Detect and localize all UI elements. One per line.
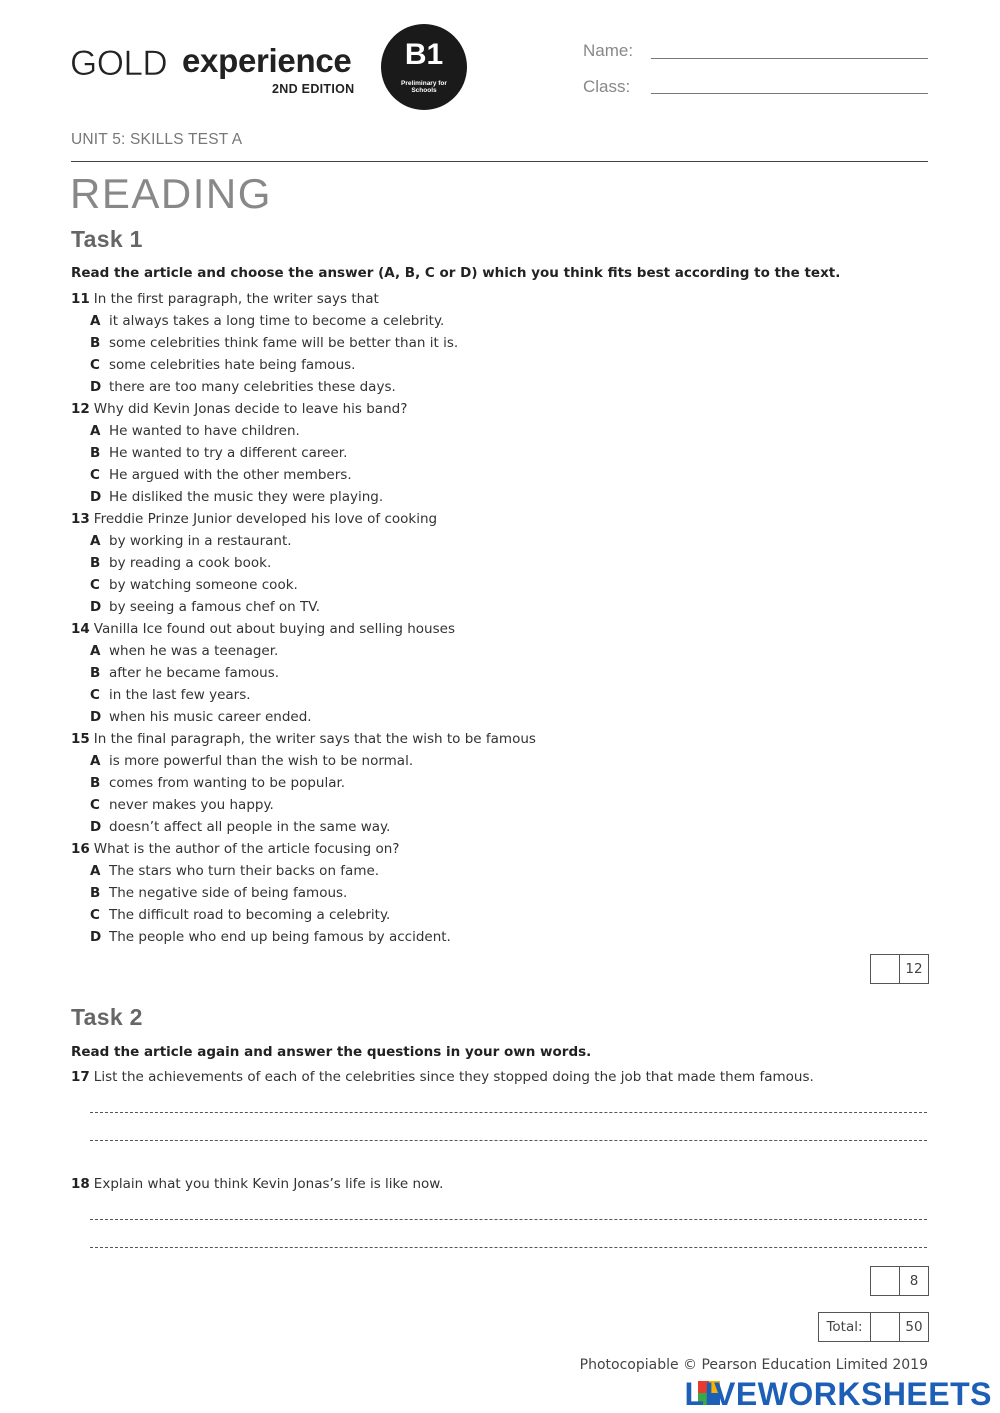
option-14-b[interactable] [90,665,279,681]
option-letter: B [90,555,101,571]
option-14-c[interactable] [90,687,251,703]
option-text: The stars who turn their backs on fame. [109,863,380,879]
question-number: 13 [71,511,90,527]
brand-experience: experience [182,42,352,79]
task2-score-max: 8 [899,1267,928,1295]
task2-instruction: Read the article again and answer the questions in your own words. [71,1044,592,1060]
option-text: never makes you happy. [109,797,274,813]
option-16-b[interactable] [90,885,347,901]
option-text: He wanted to have children. [109,423,300,439]
level-badge [381,24,467,110]
question-number: 18 [71,1176,90,1192]
option-13-d[interactable] [90,599,320,615]
option-16-c[interactable] [90,907,390,923]
option-letter: D [90,379,102,395]
option-letter: C [90,907,100,923]
option-letter: A [90,423,101,439]
option-text: when his music career ended. [109,709,312,725]
name-field[interactable] [651,58,928,59]
question-text: Explain what you think Kevin Jonas’s life is like now. [93,1176,444,1192]
edition-label: 2ND EDITION [272,82,355,96]
option-letter: D [90,709,102,725]
header-divider [71,161,928,162]
option-text: by working in a restaurant. [109,533,292,549]
answer-line-18-1[interactable] [90,1219,927,1220]
option-12-a[interactable] [90,423,300,439]
option-text: by watching someone cook. [109,577,298,593]
question-number: 15 [71,731,90,747]
option-15-c[interactable] [90,797,274,813]
option-16-d[interactable] [90,929,451,945]
option-13-a[interactable] [90,533,292,549]
question-number: 12 [71,401,90,417]
task1-instruction: Read the article and choose the answer (A, B, C or D) which you think fits best according to the text. [71,265,841,281]
task1-score-box [870,954,929,984]
option-text: The difficult road to becoming a celebrity. [109,907,391,923]
option-letter: D [90,489,102,505]
answer-line-17-2[interactable] [90,1140,927,1141]
option-letter: C [90,467,100,483]
option-14-d[interactable] [90,709,312,725]
section-title: READING [70,170,272,217]
option-text: by reading a cook book. [109,555,272,571]
option-text: The negative side of being famous. [109,885,348,901]
option-letter: C [90,687,100,703]
option-text: He wanted to try a different career. [109,445,348,461]
question-18 [71,1176,443,1192]
option-letter: C [90,577,100,593]
option-text: in the last few years. [109,687,251,703]
option-15-b[interactable] [90,775,345,791]
question-number: 17 [71,1069,90,1085]
level-sub-label: Preliminary for Schools [401,80,447,94]
option-text: it always takes a long time to become a celebrity. [109,313,445,329]
option-letter: B [90,445,101,461]
option-text: The people who end up being famous by accident. [109,929,451,945]
question-13 [71,511,437,527]
option-letter: A [90,533,101,549]
question-number: 16 [71,841,90,857]
level-label: B1 [404,38,444,71]
question-14 [71,621,455,637]
question-text: List the achievements of each of the celebrities since they stopped doing the job that made them famous. [93,1069,814,1085]
option-letter: A [90,753,101,769]
class-label: Class: [583,77,631,96]
question-16 [71,841,399,857]
option-text: is more powerful than the wish to be normal. [109,753,414,769]
option-15-d[interactable] [90,819,390,835]
question-text: Why did Kevin Jonas decide to leave his band? [93,401,408,417]
option-14-a[interactable] [90,643,278,659]
option-16-a[interactable] [90,863,379,879]
option-letter: B [90,885,101,901]
task2-score-box [870,1266,929,1296]
total-label: Total: [826,1319,863,1335]
option-11-c[interactable] [90,357,355,373]
unit-title: UNIT 5: SKILLS TEST A [71,131,243,148]
option-letter: C [90,797,100,813]
task2-title: Task 2 [71,1004,143,1030]
copyright-footer: Photocopiable © Pearson Education Limited 2019 [579,1357,928,1373]
question-12 [71,401,407,417]
brand-gold: GOLD [70,44,168,83]
option-text: He argued with the other members. [109,467,352,483]
option-letter: A [90,643,101,659]
option-11-a[interactable] [90,313,444,329]
option-11-b[interactable] [90,335,458,351]
question-number: 11 [71,291,90,307]
option-letter: B [90,335,101,351]
question-11 [71,291,379,307]
option-13-b[interactable] [90,555,271,571]
option-letter: A [90,863,101,879]
name-label: Name: [583,41,634,60]
option-letter: B [90,665,101,681]
task2-score-input[interactable] [871,1267,899,1295]
option-11-d[interactable] [90,379,396,395]
class-field[interactable] [651,93,928,94]
option-15-a[interactable] [90,753,413,769]
option-letter: D [90,819,102,835]
option-text: some celebrities think fame will be better than it is. [109,335,459,351]
question-number: 14 [71,621,90,637]
option-text: after he became famous. [109,665,280,681]
option-text: there are too many celebrities these days. [109,379,396,395]
total-score-input[interactable] [870,1313,899,1341]
question-15 [71,731,536,747]
option-text: when he was a teenager. [109,643,279,659]
answer-line-17-1[interactable] [90,1112,927,1113]
option-letter: D [90,599,102,615]
option-text: doesn’t affect all people in the same way. [109,819,391,835]
task1-title: Task 1 [71,226,143,252]
question-text: In the first paragraph, the writer says that [93,291,379,307]
question-text: Vanilla Ice found out about buying and selling houses [93,621,455,637]
option-12-b[interactable] [90,445,347,461]
question-text: In the final paragraph, the writer says that the wish to be famous [93,731,536,747]
option-text: by seeing a famous chef on TV. [109,599,321,615]
question-text: What is the author of the article focusing on? [93,841,400,857]
option-text: some celebrities hate being famous. [109,357,356,373]
liveworksheets-watermark[interactable]: LIVEWORKSHEETS [684,1376,992,1412]
total-score-box [818,1312,929,1342]
option-letter: A [90,313,101,329]
option-text: He disliked the music they were playing. [109,489,384,505]
option-letter: C [90,357,100,373]
total-score-max: 50 [899,1313,928,1341]
option-12-c[interactable] [90,467,352,483]
answer-line-18-2[interactable] [90,1247,927,1248]
option-13-c[interactable] [90,577,298,593]
option-letter: B [90,775,101,791]
task1-score-input[interactable] [871,955,899,983]
task1-score-max: 12 [899,955,928,983]
option-text: comes from wanting to be popular. [109,775,346,791]
option-letter: D [90,929,102,945]
question-text: Freddie Prinze Junior developed his love of cooking [93,511,438,527]
option-12-d[interactable] [90,489,383,505]
question-17 [71,1069,814,1085]
